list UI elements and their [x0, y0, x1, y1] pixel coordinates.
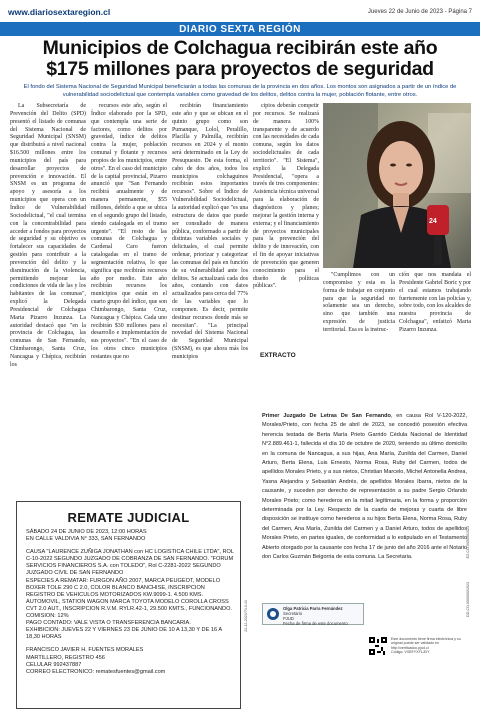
signer-date: Fecha de firma de este documento	[283, 621, 348, 626]
headline-line-1: Municipios de Colchagua recibirán este año	[42, 37, 438, 59]
signer-name: Olga Patricia Parra Fernández	[283, 606, 343, 611]
auction-exhibition: EXHIBICION: JUEVES 22 Y VIERNES 23 DE JUNIO DE 10 A 13,30 Y DE 16 A 18,30 HORAS	[26, 627, 222, 641]
extract-notice	[254, 346, 472, 659]
article-text: La Subsecretaría de Prevención del Delito (SPD) presentó el listado de comunas del Sistema Nacional de Seguridad Municipal (SNSM) que distribuirá a nivel nacional $16.500 millones entre los municipios del país para desarrollar proyectos de prevención e innovación. El SNSM es un programa de apoyo y asesoría a los municipios que opera con un Índice de Vulnerabilidad Sociodelictual, "el cual termina con la concentrabilidad para acceder a fondos para proyectos de seguridad y su objetivo es fortalecer sus capacidades de gestión para contribuir a la prevención del delito y la disminución de la violencia, permitiendo mejorar las condiciones de vida de las y los habitantes de las comunas", explicó la Delegada Presidencial de Colchagua Marta Pizarro Inzunza. La autoridad destacó que "en la provincia de Colchagua, las comunas de San Fernando, Chimbarongo, Santa Cruz, Nancagua y Chépica, recibirán los	[10, 103, 86, 368]
auctioneer-phone: CELULAR 992437887	[26, 661, 82, 668]
quote-text: ción que nos mandata el Presidente Gabriel Boric y por el cual estamos trabajando fuertemente con las policías y, sobre todo, con los alcaldes de nuestra provincia de Colchagua", enfatizó Marta Pizarro Inzunza.	[399, 272, 471, 333]
extract-text	[262, 412, 467, 563]
lead-paragraph: El fondo del Sistema Nacional de Seguridad Municipal beneficiarán a todas las comunas de la provincia en dos años. Los montos son asignados a partir de un índice de vulnerabilidad sociodelictual que contempla variables como gravedad de los delitos, delitos contra la mujer, población flotante, entre otros.	[23, 84, 457, 98]
article-text: cipios deberán competir por recursos. Se realizará de manera 100% transparente y de acuerdo con las necesidades de cada comuna, según los datos sociodelictuales de cada territorio". "El Sistema", explicó la Delegada Presidencial, "opera a través de tres componentes: Asistencia técnica universal para la elaboración de diagnósticos y planes; mejorar la gestión interna y externa; y el financiamiento de proyectos municipales para la prevención del delito y de innovación, con el fin de apoyar iniciativas de prevención que generen conocimiento para el diseño de políticas públicas".	[253, 103, 319, 290]
quote-column-1	[323, 272, 395, 342]
article-column-3	[172, 103, 248, 400]
extract-title: EXTRACTO	[260, 352, 296, 359]
qr-note-text: Este documento tiene firma electrónica y su original puede ser validado en http://verificadoc.pjud.cl	[391, 637, 461, 650]
site-url[interactable]: www.diariosextaregion.cl	[8, 7, 111, 17]
signer-org: PJUD	[283, 616, 294, 621]
date-page: Jueves 22 de Junio de 2023 - Página 7	[367, 9, 472, 15]
article-column-2	[91, 103, 167, 400]
auctioneer-name: FRANCISCO JAVIER H. FUENTES MORALES	[26, 647, 144, 654]
quote-column-2	[399, 272, 471, 342]
extract-body: , en causa Rol V-120-2022, Morales/Prieto, con fecha 25 de abril de 2023, se concedió posesión efectiva herencia testada de Berta María Prieto Garrido Cédula Nacional de Identidad N°2.889.461-1, fallecida el día 10 de octubre de 2020, teniendo su último domicilio en la comuna de Nancagua, a sus hijas, Ana María, Zunilda del Carmen, Daniel Arturo, Berta Elena, Luis Ernesto, Norma Rosa, Ruby del Carmen, todos de apellidos Morales Prieto, y a sus nietos, Christian Marcelo, Michel Antonella Andrea, Yasna Alejandra y Sebastián Andrés, de apellidos Morales Ibarra, nietos de la causante, y suceden por derecho de representación a su padre Sergio Orlando Morales Prieto; como herederos en la mitad legítimaria, en la forma y proporción determinada por la Ley. Respecto de la cuarta de mejoras y cuarta de libre disposición se instituye como herederos a su hijos Berta Elena, Norma Rosa, Ruby del Carmen, Ana María, Zunilda del Carmen y a Daniel Arturo, todos de apellidos Morales Prieto, en partes iguales, de conformidad a lo estipulado en el Testamento Abierto otorgado por la causante con fecha 17 de junio del año 2016 ante el Notario don Carlos Guzmán Beigorria de esta comuna. La Secretaria.	[262, 413, 468, 561]
auction-cause: CAUSA "LAURENCE ZUÑIGA JONATHAN con HC LOGISTICA CHILE LTDA", ROL C-10-2022 SEGUNDO JUZGADO DE COBRANZA DE SAN FERNANDO. "FORUM SERVICIOS FINANCIEROS S.A. con TOLEDO", Rol C-2281-2022 SEGUNDO JUZGADO CIVIL DE SAN FERNANDO	[26, 549, 234, 577]
verification-code: Código: VXBFYXFLJDY	[391, 650, 430, 655]
svg-text:24: 24	[429, 218, 437, 225]
pjud-seal-icon	[263, 604, 283, 624]
article-column-4	[253, 103, 319, 290]
article-text: recursos este año, según el Índice elaborado por la SPD, que contempla una serie de factores, como delitos por gravedad, índice de delitos contra la mujer, población comunal y flotante y recursos propios de los municipios, entre otros". En el caso del municipio de la capital provincial, Pizarro anunció que "San Fernando recibirá anualmente y de manera permanente, $55 millones, debido a que se ubica en el segundo grupo del listado, siendo catalogada en el tramo urgente". "El resto de las comunas de Colchagua y Cardenal Caro fueron catalogadas en el tramo de segmentación relativa, lo que significa que recibirán recursos año por medio. Este año recibirán recursos los municipios que están en el cuarto grupo del índice, que son Chimbarongo, Santa Cruz, Nancagua y Chépica. Cada uno recibirán $30 millones para el desarrollo e implementación de sus proyectos". "En el caso de los otros cinco municipios restantes que no	[91, 103, 167, 360]
top-bar	[8, 6, 472, 18]
headline-line-2: $175 millones para proyectos de seguridad	[46, 58, 434, 80]
side-code: EZ-CO-0000001523	[466, 526, 470, 559]
headline	[10, 38, 470, 80]
auction-commission: COMISION: 12%	[26, 613, 69, 620]
auction-notice	[16, 501, 241, 709]
article-column-1	[10, 103, 86, 566]
auction-species: ESPECIES A REMATAR: FURGON AÑO 2007, MARCA PEUGEOT, MODELO BOXER TOLE 290 C 2.0, COLOR BLANCO BANCHISE, INSCRIPCION REGISTRO DE VEHICULOS MOTORIZADOS KW.9099-1. 4.500 KMS. AUTOMOVIL, STATION WAGON MARCA TOYOTA MODELO COROLLA CROSS CVT 2.0 AUT., INSCRIPCION R.V.M. RYLR.42-1, 29.500 KMTS., FUNCIONANDO.	[26, 577, 232, 612]
auction-date: SÁBADO 24 DE JUNIO DE 2023, 12:00 HORAS	[26, 529, 147, 535]
signature-text	[283, 604, 348, 624]
auctioneer-email[interactable]: CORREO ELECTRONICO: rematesfuentes@gmail.com	[26, 668, 166, 675]
side-code: DD-CO-00000001523	[466, 582, 470, 617]
court-name: Primer Juzgado De Letras De San Fernando	[262, 413, 391, 419]
auction-payment: PAGO CONTADO: VALE VISTA O TRANSFERENCIA BANCARIA.	[26, 620, 191, 627]
side-code: 22-12-2023/70-0-41	[244, 600, 248, 632]
section-banner	[0, 22, 480, 36]
section-title: DIARIO SEXTA REGIÓN	[179, 23, 301, 35]
signer-role: Secretario	[283, 611, 303, 616]
qr-note	[391, 637, 467, 655]
quote-text: "Cumplimos con un compromiso y esta es la forma de trabajar en conjunto para que la seguridad no solamente sea un derecho, sino que también una expresión de justicia territorial. Esa es la instruc-	[323, 272, 395, 333]
photo-illustration	[323, 103, 471, 268]
article-text: recibirán financiamiento este año y que se ubican en el quinto grupo como son Pumanque, Lolol, Peralillo, Placilla y Palmilla, recibirán recursos en 2024 y el monto será determinado en la Ley de Presupuesto. De esta forma, el cabo de dos años, todos los municipios colchaguinos recibirán estos importantes recursos". Sobre el Índice de Vulnerabilidad Sociodelictual, la autoridad explicó que "es una estructura de datos que puede ser consultado de manera pública, conformado a partir de distintas variables sociales y delictuales, el cual permite ordenar, priorizar y categorizar las comunas del país en función de su vulnerabilidad ante los delitos. Se actualizará cada dos años, contando con datos actualizados para cerca del 77% de las variables que lo componen. Es decir, permite destinar recursos donde más se necesitan". "La principal novedad del Sistema Nacional de Seguridad Municipal (SNSM), es que ahora más los municipios	[172, 103, 248, 360]
auction-body	[26, 529, 234, 676]
auction-title: REMATE JUDICIAL	[67, 510, 190, 525]
signature-box	[262, 603, 364, 625]
article-photo	[323, 103, 471, 268]
auction-place: EN CALLE VALDIVIA N° 333, SAN FERNANDO	[26, 536, 146, 543]
qr-code-icon[interactable]	[369, 637, 387, 655]
auctioneer-registry: MARTILLERO, REGISTRO 456	[26, 654, 105, 661]
